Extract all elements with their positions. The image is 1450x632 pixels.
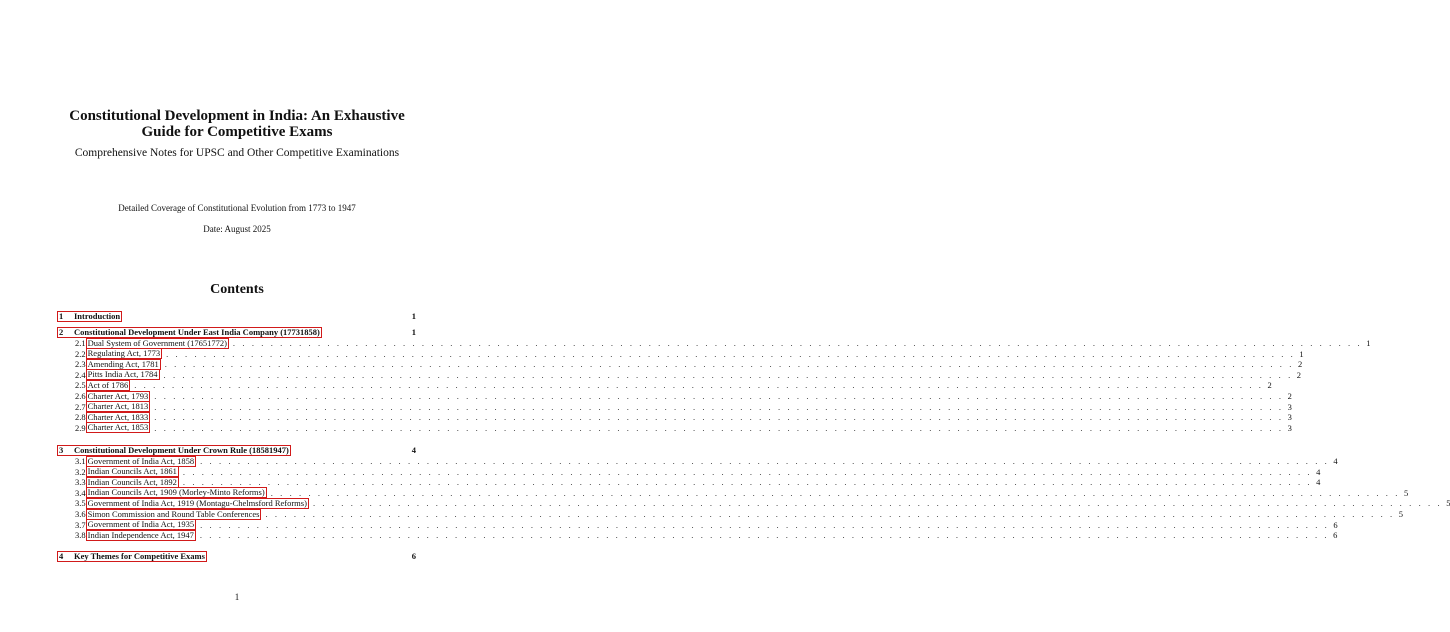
toc-subsection-number: 3.5 xyxy=(75,498,86,509)
toc-subsection-3-8[interactable] xyxy=(57,529,1338,541)
toc-leader-dots: . . . . . . . . . . . . . . . . . . . . . . . . . . . . . . . . . . . . . . . . . . . . . . . . . . . . . . . . . . . . . . . . . . . . . . . . . . . . . . . . . . . . . . . . . . . . . . . . . . . . . . . . . . . . . . . . . . . . . . . . xyxy=(182,477,1313,488)
toc-subsection-link[interactable]: Charter Act, 1853 xyxy=(87,422,149,433)
toc-subsection-link[interactable]: Charter Act, 1813 xyxy=(87,401,149,412)
toc-subsection-page: 1 xyxy=(1366,338,1371,348)
toc-subsection-page: 4 xyxy=(1333,456,1338,466)
toc-leader-dots: . . . . . . . . . . . . . . . . . . . . . . . . . . . . . . . . . . . . . . . . . . . . . . . . . . . . . . . . . . . . . . . . . . . . . . . . . . . . . . . . . . . . . . . . . . . . . . . . . . . . . . . . . . . . . . . . . . . . . . . . xyxy=(166,348,1296,359)
toc-subsection-page: 3 xyxy=(1287,422,1292,433)
toc-subsection-number: 2.7 xyxy=(75,401,86,412)
toc-subsection-number: 2.8 xyxy=(75,412,86,423)
toc-subsection-page: 6 xyxy=(1333,519,1338,530)
toc-subsection-number: 3.2 xyxy=(75,466,86,477)
toc-subsection-page: 4 xyxy=(1316,477,1321,488)
toc-subsection-number: 2.3 xyxy=(75,359,86,370)
toc-leader-dots: . . . . . . . . . . . . . . . . . . . . . . . . . . . . . . . . . . . . . . . . . . . . . . . . . . . . . . . . . . . . . . . . . . . . . . . . . . . . . . . . . . . . . . . . . . . . . . . . . . . . . . . . . . . . . . . . . . . . . . . . xyxy=(134,380,1264,391)
toc-leader-dots: . . . . . . . . . . . . . . . . . . . . . . . . . . . . . . . . . . . . . . . . . . . . . . . . . . . . . . . . . . . . . . . . . . . . . . . . . . . . . . . . . . . . . . . . . . . . . . . . . . . . . . . . . . . . . . . . . . . . . . . . xyxy=(163,369,1293,380)
toc-section-title: Constitutional Development Under East India Company (17731858) xyxy=(74,326,320,337)
toc-subsection-page: 2 xyxy=(1296,369,1302,380)
toc-subsection-page: 2 xyxy=(1267,380,1272,391)
toc-leader-dots: . . . . . . . . . . . . . . . . . . . . . . . . . . . . . . . . . . . . . . . . . . . . . . . . . . . . . . . . . . . . . . . . . . . . . . . . . . . . . . . . . . . . . . . . . . . . . . . . . . . . . . . . . . . . . . . . . . . . . . . . xyxy=(154,401,1284,412)
toc-section-1[interactable] xyxy=(57,310,416,322)
toc-subsection-page: 5 xyxy=(1398,509,1403,519)
toc-section-title: Key Themes for Competitive Exams xyxy=(74,550,205,561)
toc-section-page: 1 xyxy=(411,311,416,321)
toc-subsection-link[interactable]: Indian Councils Act, 1892 xyxy=(87,476,177,487)
toc-section-link[interactable] xyxy=(57,327,322,338)
toc-subsection-number: 2.1 xyxy=(75,338,86,348)
toc-leader-dots: . . . . . . . . . . . . . . . . . . . . . . . . . . . . . . . . . . . . . . . . . . . . . . . . . . . . . . . . . . . . . . . . . . . . . . . . . . . . . . . . . . . . . . . . . . . . . . . . . . . . . . . . . . . . . . . . . . . . . . . . xyxy=(312,498,1443,509)
toc-section-link[interactable] xyxy=(57,445,291,456)
toc-leader-dots: . . . . . . . . . . . . . . . . . . . . . . . . . . . . . . . . . . . . . . . . . . . . . . . . . . . . . . . . . . . . . . . . . . . . . . . . . . . . . . . . . . . . . . . . . . . . . . . . . . . . . . . . . . . . . . . . . . . . . . . . xyxy=(182,466,1313,477)
toc-section-number: 2 xyxy=(59,326,64,337)
toc-subsection-link[interactable]: Simon Commission and Round Table Conferences xyxy=(87,508,260,519)
document-title xyxy=(40,108,434,140)
toc-leader-dots: . . . . . . . . . . . . . . . . . . . . . . . . . . . . . . . . . . . . . . . . . . . . . . . . . . . . . . . . . . . . . . . . . . . . . . . . . . . . . . . . . . . . . . . . . . . . . . . . . . . . . . . . . . . . . . . . . . . . . . . . xyxy=(154,422,1284,433)
toc-section-number: 3 xyxy=(59,444,64,455)
toc-subsection-number: 3.1 xyxy=(75,456,86,466)
toc-subsection-page: 5 xyxy=(1403,487,1409,498)
toc-section-page: 1 xyxy=(411,327,416,337)
toc-subsection-number: 2.4 xyxy=(75,369,86,380)
toc-subsection-link[interactable]: Charter Act, 1793 xyxy=(87,390,149,401)
toc-section-number: 4 xyxy=(59,550,64,561)
toc-subsection-link[interactable]: Government of India Act, 1935 xyxy=(87,519,195,530)
toc-subsection-link[interactable]: Government of India Act, 1858 xyxy=(87,455,195,466)
toc-subsection-link[interactable]: Indian Independence Act, 1947 xyxy=(87,529,194,540)
toc-subsection-page: 3 xyxy=(1287,412,1292,423)
toc-leader-dots: . . . . . . . . . . . . . . . . . . . . . . . . . . . . . . . . . . . . . . . . . . . . . . . . . . . . . . . . . . . . . . . . . . . . . . . . . . . . . . . . . . . . . . . . . . . . . . . . . . . . . . . . . . . . . . . . . . . . . . . . xyxy=(265,509,1395,519)
toc-section-page: 4 xyxy=(411,445,416,455)
contents-heading: Contents xyxy=(210,282,264,297)
toc-leader-dots: . . . . . . . . . . . . . . . . . . . . . . . . . . . . . . . . . . . . . . . . . . . . . . . . . . . . . . . . . . . . . . . . . . . . . . . . . . . . . . . . . . . . . . . . . . . . . . . . . . . . . . . . . . . . . . . . . . . . . . . . xyxy=(232,338,1363,348)
title-line-2: Guide for Competitive Exams xyxy=(141,124,333,140)
coverage-text: Detailed Coverage of Constitutional Evolution from 1773 to 1947 xyxy=(118,203,356,213)
toc-subsection-number: 3.7 xyxy=(75,519,86,530)
toc-section-4[interactable] xyxy=(57,550,416,562)
toc-leader-dots: . . . . . . . . . . . . . . . . . . . . . . . . . . . . . . . . . . . . . . . . . . . . . . . . . . . . . . . . . . . . . . . . . . . . . . . . . . . . . . . . . . . . . . . . . . . . . . . . . . . . . . . . . . . . . . . . . . . . . . . . xyxy=(154,391,1284,401)
toc-subsection-link[interactable]: Indian Councils Act, 1909 (Morley-Minto Reforms) xyxy=(87,487,265,498)
toc-subsection-2-9[interactable] xyxy=(57,422,1292,434)
toc-leader-dots: . . . . . . . . . . . . . . . . . . . . . . . . . . . . . . . . . . . . . . . . . . . . . . . . . . . . . . . . . . . . . . . . . . . . . . . . . . . . . . . . . . . . . . . . . . . . . . . . . . . . . . . . . . . . . . . . . . . . . . . . xyxy=(199,530,1330,541)
toc-leader-dots: . . . . . . . . . . . . . . . . . . . . . . . . . . . . . . . . . . . . . . . . . . . . . . . . . . . . . . . . . . . . . . . . . . . . . . . . . . . . . . . . . . . . . . . . . . . . . . . . . . . . . . . . . . . . . . . . . . . . . . . . xyxy=(270,487,1400,498)
toc-subsection-number: 2.9 xyxy=(75,422,86,433)
page-number: 1 xyxy=(234,592,240,602)
title-line-1: Constitutional Development in India: An Exhaustive xyxy=(69,108,405,124)
toc-section-page: 6 xyxy=(411,551,416,561)
toc-leader-dots: . . . . . . . . . . . . . . . . . . . . . . . . . . . . . . . . . . . . . . . . . . . . . . . . . . . . . . . . . . . . . . . . . . . . . . . . . . . . . . . . . . . . . . . . . . . . . . . . . . . . . . . . . . . . . . . . . . . . . . . . xyxy=(200,456,1330,466)
toc-subsection-number: 3.6 xyxy=(75,509,86,519)
toc-leader-dots: . . . . . . . . . . . . . . . . . . . . . . . . . . . . . . . . . . . . . . . . . . . . . . . . . . . . . . . . . . . . . . . . . . . . . . . . . . . . . . . . . . . . . . . . . . . . . . . . . . . . . . . . . . . . . . . . . . . . . . . . xyxy=(164,359,1294,370)
toc-subsection-number: 2.5 xyxy=(75,380,86,391)
toc-section-title: Introduction xyxy=(74,310,121,321)
toc-subsection-link[interactable]: Government of India Act, 1919 (Montagu-Chelmsford Reforms) xyxy=(87,497,307,508)
toc-subsection-link[interactable]: Dual System of Government (17651772) xyxy=(87,337,227,348)
toc-subsection-link[interactable]: Charter Act, 1833 xyxy=(87,411,149,422)
toc-subsection-link[interactable]: Amending Act, 1781 xyxy=(87,358,159,369)
toc-subsection-page: 2 xyxy=(1287,391,1292,401)
toc-subsection-number: 3.4 xyxy=(75,487,86,498)
toc-section-link[interactable] xyxy=(57,311,122,322)
toc-subsection-page: 6 xyxy=(1333,530,1338,541)
toc-subsection-number: 2.2 xyxy=(75,348,86,359)
toc-subsection-link[interactable]: Indian Councils Act, 1861 xyxy=(87,466,177,477)
toc-subsection-page: 1 xyxy=(1299,348,1304,359)
toc-subsection-page: 4 xyxy=(1316,466,1321,477)
document-date: Date: August 2025 xyxy=(203,224,271,234)
toc-leader-dots: . . . . . . . . . . . . . . . . . . . . . . . . . . . . . . . . . . . . . . . . . . . . . . . . . . . . . . . . . . . . . . . . . . . . . . . . . . . . . . . . . . . . . . . . . . . . . . . . . . . . . . . . . . . . . . . . . . . . . . . . xyxy=(154,412,1284,423)
toc-subsection-link[interactable]: Act of 1786 xyxy=(87,379,129,390)
toc-subsection-page: 2 xyxy=(1297,359,1303,370)
toc-subsection-number: 2.6 xyxy=(75,391,86,401)
toc-subsection-page: 5 xyxy=(1446,498,1450,509)
toc-subsection-link[interactable]: Regulating Act, 1773 xyxy=(87,348,161,359)
toc-subsection-number: 3.8 xyxy=(75,530,86,541)
toc-section-number: 1 xyxy=(59,310,64,321)
toc-subsection-link[interactable]: Pitts India Act, 1784 xyxy=(87,369,158,380)
toc-subsection-number: 3.3 xyxy=(75,477,86,488)
document-subtitle: Comprehensive Notes for UPSC and Other Competitive Examinations xyxy=(74,147,400,159)
toc-leader-dots: . . . . . . . . . . . . . . . . . . . . . . . . . . . . . . . . . . . . . . . . . . . . . . . . . . . . . . . . . . . . . . . . . . . . . . . . . . . . . . . . . . . . . . . . . . . . . . . . . . . . . . . . . . . . . . . . . . . . . . . . xyxy=(200,519,1330,530)
toc-section-title: Constitutional Development Under Crown Rule (18581947) xyxy=(74,444,289,455)
toc-subsection-page: 3 xyxy=(1287,401,1292,412)
toc-section-link[interactable] xyxy=(57,551,207,562)
